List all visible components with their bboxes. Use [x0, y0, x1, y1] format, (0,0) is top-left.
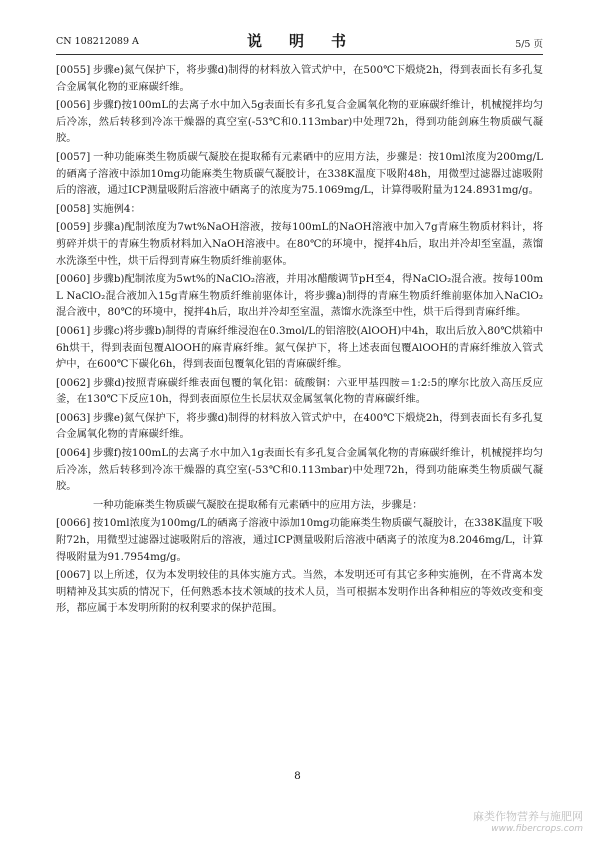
paragraph: [56, 323, 543, 373]
paragraph: [56, 410, 543, 443]
page-indicator: 5/5 页: [515, 39, 543, 50]
paragraph-text: 步骤c)将步骤b)制得的青麻纤维浸泡在0.3mol/L的铝溶胶(AlOOH)中4h，取出后放入80℃烘箱中6h烘干，得到表面包覆AlOOH的麻青麻纤维。氮气保护下，将上述表面包覆AlOOH的青麻纤维放入管式炉中，在600℃下碳化6h，得到表面包覆氧化铝的青麻碳纤维。: [56, 324, 543, 371]
paragraph: [56, 201, 543, 218]
paragraph: [56, 62, 543, 95]
paragraph-number: [0061]: [56, 324, 91, 337]
paragraph: [56, 567, 543, 617]
watermark: [473, 808, 583, 834]
paragraph: [56, 497, 543, 514]
paragraph-text: 步骤f)按100mL的去离子水中加入1g表面长有多孔复合金属氧化物的青麻碳纤维计，机械搅拌均匀后冷冻，然后转移到冷冻干燥器的真空室(-53℃和0.113mbar)中处理72h，得到功能麻类生物质碳气凝胶。: [56, 447, 543, 493]
paragraph: [56, 97, 543, 147]
paragraph-text: 步骤e)氮气保护下，将步骤d)制得的材料放入管式炉中，在400℃下煅烧2h，得到表面长有多孔复合金属氧化物的青麻碳纤维。: [56, 411, 543, 441]
paragraph-text: 步骤e)氮气保护下，将步骤d)制得的材料放入管式炉中，在500℃下煅烧2h，得到表面长有多孔复合金属氧化物的亚麻碳纤维。: [56, 64, 543, 93]
paragraph-text: 实施例4：: [93, 202, 141, 215]
paragraph-text: 一种功能麻类生物质碳气凝胶在提取稀有元素硒中的应用方法，步骤是：按10ml浓度为200mg/L的硒离子溶液中添加10mg功能麻类生物质碳气凝胶计，在338K温度下吸附48h，用微型过滤器过滤吸附后的溶液，通过ICP测量吸附后溶液中硒离子的浓度为75.1069mg/L，计算得吸附量为124.8931mg/g。: [56, 150, 543, 197]
document-title: 说 明 书: [246, 32, 352, 50]
paragraph: [56, 149, 543, 199]
paragraph-number: [0062]: [56, 376, 91, 389]
paragraph: [56, 219, 543, 269]
paragraph-text: 以上所述，仅为本发明较佳的具体实施方式。当然，本发明还可有其它多种实施例，在不背离本发明精神及其实质的情况下，任何熟悉本技术领域的技术人员，当可根据本发明作出各种相应的等效改变和变形，都应属于本发明所附的权利要求的保护范围。: [56, 569, 543, 615]
page-header: [56, 30, 543, 50]
watermark-url: www.fibercrops.com: [491, 824, 583, 834]
paragraph-number: [0057]: [56, 150, 91, 163]
paragraph: [56, 271, 543, 321]
paragraph: [56, 375, 543, 408]
paragraph-number: [0064]: [56, 447, 91, 460]
paragraph-text: 步骤a)配制浓度为7wt%NaOH溶液，按每100mL的NaOH溶液中加入7g青麻生物质材料计，将剪碎并烘干的青麻生物质材料加入NaOH溶液中。在80℃的环境中，搅拌4h后，取出并冷却至室温，蒸馏水洗涤至中性，烘干后得到青麻生物质纤维前驱体。: [56, 221, 543, 267]
paragraph-text: 步骤f)按100mL的去离子水中加入5g表面长有多孔复合金属氧化物的亚麻碳纤维计，机械搅拌均匀后冷冻，然后转移到冷冻干燥器的真空室(-53℃和0.113mbar)中处理72h，得到功能剑麻生物质碳气凝胶。: [56, 99, 543, 145]
paragraph-number: [0066]: [56, 517, 91, 530]
paragraph-number: [0056]: [56, 99, 91, 112]
header-rule: [56, 54, 543, 55]
paragraph-number: [0060]: [56, 273, 91, 286]
paragraph-number: [0058]: [56, 202, 91, 215]
paragraph-text: 步骤b)配制浓度为5wt%的NaClO₂溶液，并用冰醋酸调节pH至4，得NaClO₂混合液。按每100mL NaClO₂混合液加入15g青麻生物质纤维前驱体计，将步骤a)制得的青麻生物质纤维前驱体加入NaClO₂混合液中，80℃的环境中，搅拌4h后，取出并冷却至室温，蒸馏水洗涤至中性，烘干后得到青麻纤维。: [56, 273, 543, 319]
paragraph-number: [0055]: [56, 64, 91, 76]
watermark-site-name: 麻类作物营养与施肥网: [473, 810, 583, 823]
paragraph: [56, 515, 543, 565]
paragraph-text: 步骤d)按照青麻碳纤维表面包覆的氧化铝：硫酸铜：六亚甲基四胺＝1:2:5的摩尔比放入高压反应釜，在130℃下反应10h，得到表面原位生长层状双金属氢氧化物的青麻碳纤维。: [56, 376, 543, 406]
document-body: [56, 62, 543, 619]
patent-number: CN 108212089 A: [56, 36, 139, 47]
paragraph-number: [0063]: [56, 411, 91, 424]
paragraph: [56, 445, 543, 495]
page-number: 8: [294, 770, 301, 782]
paragraph-number: [0059]: [56, 221, 91, 234]
paragraph-text: 一种功能麻类生物质碳气凝胶在提取稀有元素硒中的应用方法，步骤是：: [93, 498, 423, 511]
paragraph-text: 按10ml浓度为100mg/L的硒离子溶液中添加10mg功能麻类生物质碳气凝胶计，在338K温度下吸附72h，用微型过滤器过滤吸附后的溶液，通过ICP测量吸附后溶液中硒离子的浓度为8.2046mg/L，计算得吸附量为91.7954mg/g。: [56, 517, 543, 563]
paragraph-number: [0067]: [56, 569, 91, 582]
